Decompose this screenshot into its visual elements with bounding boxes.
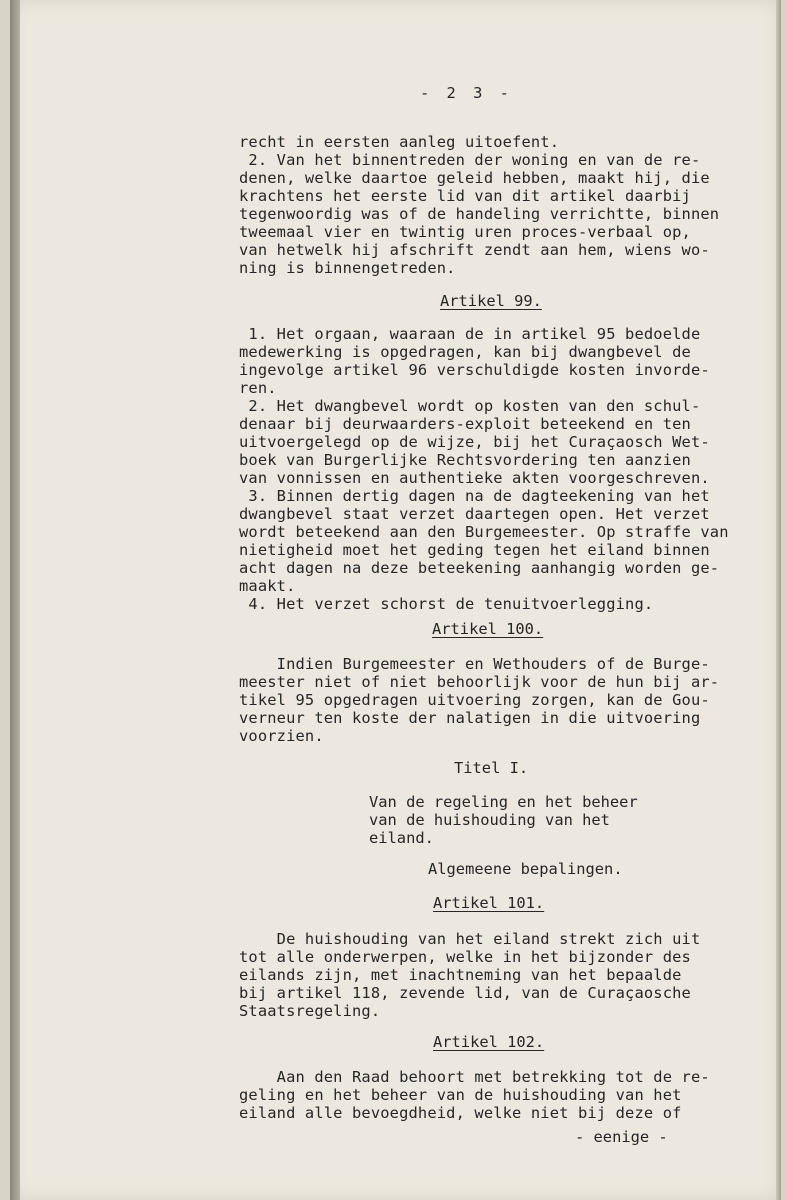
text-line: geling en het beheer van de huishouding van het (239, 1086, 682, 1104)
text-line: nietigheid moet het geding tegen het eiland binnen (239, 541, 710, 559)
heading-artikel-101: Artikel 101. (433, 894, 545, 912)
text-line: van hetwelk hij afschrift zendt aan hem, wiens wo- (239, 241, 710, 259)
text-line: ning is binnengetreden. (239, 259, 456, 277)
text-line: wordt beteekend aan den Burgemeester. Op straffe van (239, 523, 729, 541)
text-line: uitvoergelegd op de wijze, bij het Curaçaosch Wet- (239, 433, 710, 451)
text-line: recht in eersten aanleg uitoefent. (239, 133, 560, 151)
text-line: verneur ten koste der nalatigen in die uitvoering (239, 709, 701, 727)
text-line: Aan den Raad behoort met betrekking tot de re- (239, 1068, 710, 1086)
text-line: tweemaal vier en twintig uren proces-verbaal op, (239, 223, 691, 241)
text-line: meester niet of niet behoorlijk voor de hun bij ar- (239, 673, 720, 691)
text-line: 3. Binnen dertig dagen na de dagteekening van het (239, 487, 710, 505)
text-line: krachtens het eerste lid van dit artikel daarbij (239, 187, 691, 205)
text-line: eilands zijn, met inachtneming van het bepaalde (239, 966, 682, 984)
text-line: Indien Burgemeester en Wethouders of de Burge- (239, 655, 710, 673)
text-line: 1. Het orgaan, waaraan de in artikel 95 bedoelde (239, 325, 701, 343)
text-line: voorzien. (239, 727, 324, 745)
text-line: eiland alle bevoegdheid, welke niet bij deze of (239, 1104, 682, 1122)
heading-algemeene-bepalingen: Algemeene bepalingen. (428, 860, 623, 878)
text-line: denaar bij deurwaarders-exploit beteekend en ten (239, 415, 691, 433)
page-right-edge (776, 0, 781, 1200)
text-line: Staatsregeling. (239, 1002, 381, 1020)
text-line: medewerking is opgedragen, kan bij dwangbevel de (239, 343, 691, 361)
text-line: tegenwoordig was of de handeling verrichtte, binnen (239, 205, 720, 223)
text-line: dwangbevel staat verzet daartegen open. Het verzet (239, 505, 710, 523)
text-line: tot alle onderwerpen, welke in het bijzonder des (239, 948, 691, 966)
titel-subtitle-line: Van de regeling en het beheer (369, 793, 638, 811)
titel-subtitle-line: eiland. (369, 829, 434, 847)
document-page (10, 0, 781, 1200)
catchword: - eenige - (575, 1128, 668, 1146)
text-line: denen, welke daartoe geleid hebben, maakt hij, die (239, 169, 710, 187)
heading-artikel-102: Artikel 102. (433, 1033, 545, 1051)
text-line: De huishouding van het eiland strekt zich uit (239, 930, 701, 948)
text-line: acht dagen na deze beteekening aanhangig worden ge- (239, 559, 720, 577)
text-line: 2. Van het binnentreden der woning en van de re- (239, 151, 701, 169)
text-line: ren. (239, 379, 277, 397)
text-line: maakt. (239, 577, 296, 595)
titel-subtitle-line: van de huishouding van het (369, 811, 610, 829)
text-line: van vonnissen en authentieke akten voorgeschreven. (239, 469, 710, 487)
text-line: 2. Het dwangbevel wordt op kosten van den schul- (239, 397, 701, 415)
text-line: tikel 95 opgedragen uitvoering zorgen, kan de Gou- (239, 691, 710, 709)
heading-artikel-100: Artikel 100. (432, 620, 544, 638)
text-line: ingevolge artikel 96 verschuldigde kosten invorde- (239, 361, 710, 379)
heading-titel: Titel I. (454, 759, 529, 777)
page-number: - 2 3 - (420, 84, 513, 102)
text-line: boek van Burgerlijke Rechtsvordering ten aanzien (239, 451, 691, 469)
text-line: bij artikel 118, zevende lid, van de Curaçaosche (239, 984, 691, 1002)
page-binding-edge (10, 0, 20, 1200)
text-line: 4. Het verzet schorst de tenuitvoerlegging. (239, 595, 654, 613)
heading-artikel-99: Artikel 99. (440, 292, 542, 310)
